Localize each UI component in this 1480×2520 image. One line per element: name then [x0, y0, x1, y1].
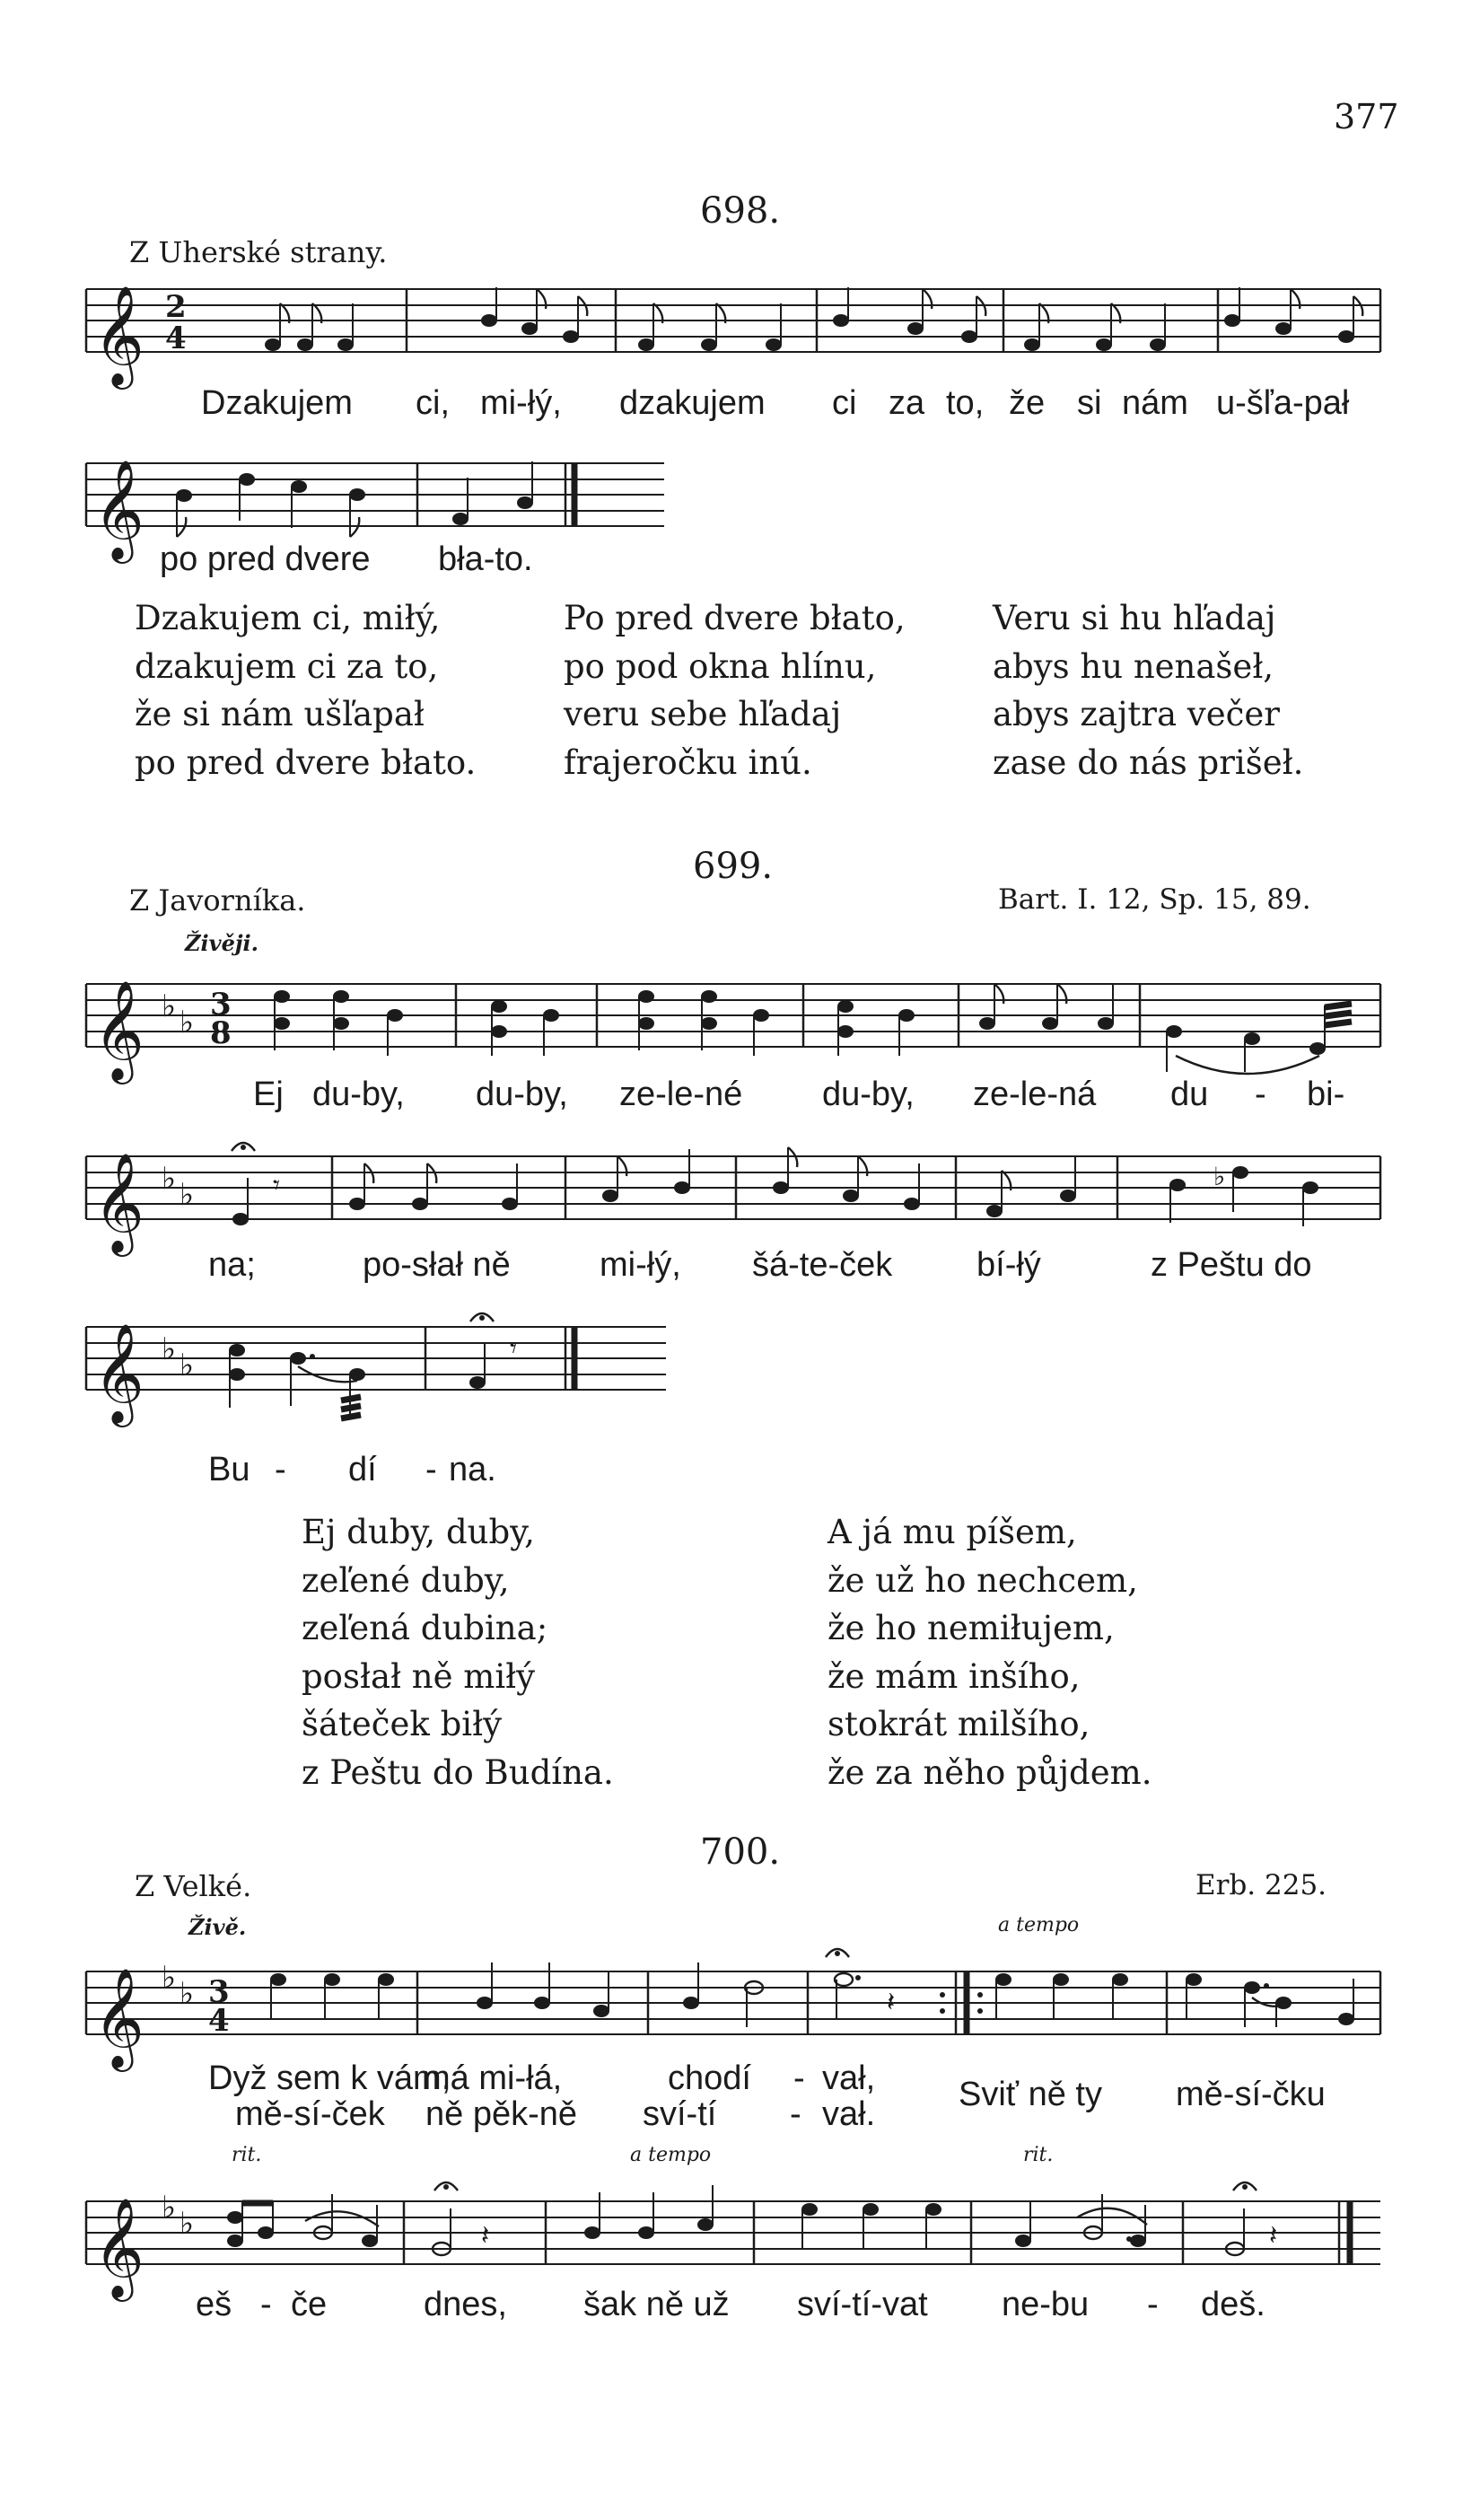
song-origin-698: Z Uherské strany.	[129, 235, 388, 269]
svg-text:𝄞: 𝄞	[93, 1152, 144, 1252]
lyric-699-2-5: bí-łý	[976, 1246, 1041, 1284]
time-sig-top: 2	[165, 289, 187, 325]
lyric-700-1a-2: má mi-łá,	[422, 2059, 563, 2097]
lyric-699-3-4: -	[425, 1451, 437, 1488]
lyric-700-1b-3: sví-tí	[643, 2095, 717, 2133]
svg-text:𝄞: 𝄞	[93, 1967, 144, 2068]
a-tempo-marking-1: a tempo	[998, 1914, 1080, 1936]
verse-line: Ej duby, duby,	[302, 1513, 535, 1551]
lyric-699-2-3: mi-łý,	[600, 1246, 681, 1284]
svg-text:♭: ♭	[180, 1177, 195, 1213]
song-reference-700: Erb. 225.	[1195, 1869, 1327, 1901]
lyric-700-2-8: -	[1147, 2286, 1159, 2323]
verse-line: z Peštu do Budína.	[302, 1752, 614, 1792]
svg-text:𝄞: 𝄞	[93, 1322, 144, 1423]
lyric-698-2-2: bła-to.	[438, 540, 533, 578]
lyric-699-1-4: ze-le-né	[619, 1076, 743, 1113]
verse-line: že už ho nechcem,	[828, 1560, 1138, 1600]
svg-text:♭: ♭	[162, 1331, 177, 1367]
lyric-699-2-6: z Peštu do	[1151, 1246, 1312, 1284]
lyric-698-1-1: Dzakujem	[201, 384, 353, 422]
lyric-699-1-2: du-by,	[312, 1076, 405, 1113]
svg-text:4: 4	[208, 2003, 230, 2039]
lyric-700-2-1: eš	[196, 2286, 232, 2323]
lyric-700-1c-1: Sviť ně ty	[959, 2076, 1102, 2113]
lyric-698-2-1: po pred dvere	[160, 540, 371, 578]
verse-line: po pred dvere błato.	[135, 742, 477, 782]
svg-text:♭: ♭	[162, 1960, 177, 1996]
lyric-699-1-9: bi-	[1307, 1076, 1345, 1113]
lyric-700-1a-4: -	[793, 2059, 805, 2097]
lyric-700-1b-4: -	[790, 2095, 801, 2133]
lyric-698-1-11: u-šľa-pał	[1216, 384, 1350, 422]
time-sig-bottom: 4	[165, 320, 187, 356]
verse-line: abys zajtra večer	[993, 695, 1280, 733]
svg-text:𝄞: 𝄞	[93, 979, 144, 1080]
lyric-700-1b-1: mě-sí-ček	[235, 2095, 385, 2133]
song-reference-699: Bart. I. 12, Sp. 15, 89.	[998, 883, 1311, 916]
lyric-699-1-3: du-by,	[476, 1076, 568, 1113]
lyric-700-1c-2: mě-sí-čku	[1176, 2076, 1326, 2113]
lyric-699-1-5: du-by,	[822, 1076, 915, 1113]
svg-text:♭: ♭	[162, 988, 177, 1024]
svg-text:𝄾: 𝄾	[273, 1170, 280, 1201]
verse-line: stokrát milšího,	[828, 1705, 1090, 1743]
lyric-699-3-1: Bu	[208, 1451, 250, 1488]
svg-text:𝄾: 𝄾	[510, 1333, 517, 1365]
notes-700-2	[227, 2182, 1277, 2255]
verse-line: Po pred dvere błato,	[564, 599, 906, 637]
svg-text:𝄽: 𝄽	[887, 1987, 896, 2018]
lyric-698-1-2: ci,	[416, 384, 450, 422]
svg-text:𝄞: 𝄞	[93, 2197, 144, 2297]
staff-lines-700-2	[86, 2201, 1380, 2264]
verse-line: Dzakujem ci, miłý,	[135, 599, 441, 637]
svg-text:♭: ♭	[1213, 1162, 1226, 1191]
lyric-700-2-5: šak ně už	[583, 2286, 730, 2323]
rit-marking-2: rit.	[1023, 2144, 1054, 2166]
verse-line: posłał ně miłý	[302, 1656, 536, 1696]
verse-line: že za něho půjdem.	[828, 1752, 1152, 1792]
tempo-marking-699: Živěji.	[185, 930, 259, 956]
verse-line: Veru si hu hľadaj	[993, 599, 1276, 637]
svg-text:♭: ♭	[162, 2190, 177, 2226]
song-number-698: 698.	[700, 190, 781, 232]
lyric-698-1-10: nám	[1122, 384, 1188, 422]
lyric-700-2-7: ne-bu	[1002, 2286, 1090, 2323]
verse-line: abys hu nenašeł,	[993, 646, 1274, 686]
song-origin-699: Z Javorníka.	[129, 883, 306, 918]
verse-line: po pod okna hlínu,	[564, 646, 877, 686]
lyric-699-2-4: šá-te-ček	[752, 1246, 893, 1284]
lyric-698-1-4: dzakujem	[619, 384, 766, 422]
verse-line: že ho nemiłujem,	[828, 1609, 1115, 1647]
verse-line: veru sebe hľadaj	[564, 695, 842, 733]
page-number: 377	[1334, 97, 1399, 136]
song-number-700: 700.	[700, 1831, 781, 1873]
verse-line: že mám inšího,	[828, 1656, 1081, 1696]
lyric-699-1-8: -	[1255, 1076, 1266, 1113]
svg-text:♭: ♭	[162, 1161, 177, 1197]
rit-marking-1: rit.	[232, 2144, 262, 2166]
verse-line: frajeročku inú.	[564, 742, 812, 782]
verse-line: šáteček biłý	[302, 1705, 503, 1743]
song-origin-700: Z Velké.	[135, 1869, 252, 1903]
lyric-700-2-3: če	[291, 2286, 328, 2323]
lyric-700-2-2: -	[260, 2286, 272, 2323]
lyric-699-3-2: -	[275, 1451, 286, 1488]
lyric-700-2-4: dnes,	[424, 2286, 507, 2323]
treble-clef: 𝄞	[93, 285, 144, 385]
svg-text:♭: ♭	[180, 1005, 195, 1040]
lyric-698-1-3: mi-łý,	[480, 384, 562, 422]
lyric-698-1-7: to,	[946, 384, 985, 422]
lyric-700-2-9: deš.	[1201, 2286, 1265, 2323]
lyric-699-3-5: na.	[449, 1451, 496, 1488]
svg-text:𝄽: 𝄽	[1269, 2220, 1278, 2252]
verse-line: zeľená dubina;	[302, 1609, 548, 1647]
lyric-699-3-3: dí	[348, 1451, 377, 1488]
song-number-699: 699.	[693, 846, 774, 887]
verse-line: že si nám ušľapał	[135, 695, 425, 733]
lyric-698-1-6: za	[889, 384, 925, 422]
verse-line: zase do nás prišeł.	[993, 742, 1304, 782]
verse-line: zeľené duby,	[302, 1560, 510, 1600]
lyric-699-1-1: Ej	[253, 1076, 284, 1113]
lyric-699-1-7: du	[1170, 1076, 1209, 1113]
verse-line: dzakujem ci za to,	[135, 646, 439, 686]
svg-text:3: 3	[210, 987, 232, 1023]
a-tempo-marking-2: a tempo	[630, 2144, 712, 2166]
lyric-700-2-6: sví-tí-vat	[797, 2286, 928, 2323]
svg-text:♭: ♭	[180, 1976, 195, 2012]
lyric-700-1a-3: chodí	[668, 2059, 751, 2097]
svg-text:♭: ♭	[180, 2206, 195, 2242]
lyric-700-1a-5: vał,	[822, 2059, 876, 2097]
lyric-698-1-9: si	[1077, 384, 1102, 422]
lyric-699-1-6: ze-le-ná	[973, 1076, 1097, 1113]
lyric-700-1b-2: ně pěk-ně	[425, 2095, 578, 2133]
svg-text:𝄽: 𝄽	[481, 2220, 490, 2252]
lyric-700-1b-5: vał.	[822, 2095, 876, 2133]
lyric-700-1a-1: Dyž sem k vám,	[208, 2059, 451, 2097]
svg-text:8: 8	[210, 1015, 232, 1051]
lyric-699-2-1: na;	[208, 1246, 256, 1284]
tempo-marking-700: Živě.	[188, 1914, 247, 1940]
verse-line: A já mu píšem,	[828, 1513, 1077, 1551]
lyric-698-1-8: že	[1009, 384, 1046, 422]
lyric-698-1-5: ci	[832, 384, 857, 422]
svg-text:♭: ♭	[180, 1348, 195, 1383]
svg-text:𝄞: 𝄞	[93, 459, 144, 559]
lyric-699-2-2: po-słał ně	[363, 1246, 511, 1284]
svg-text:3: 3	[208, 1974, 230, 2010]
